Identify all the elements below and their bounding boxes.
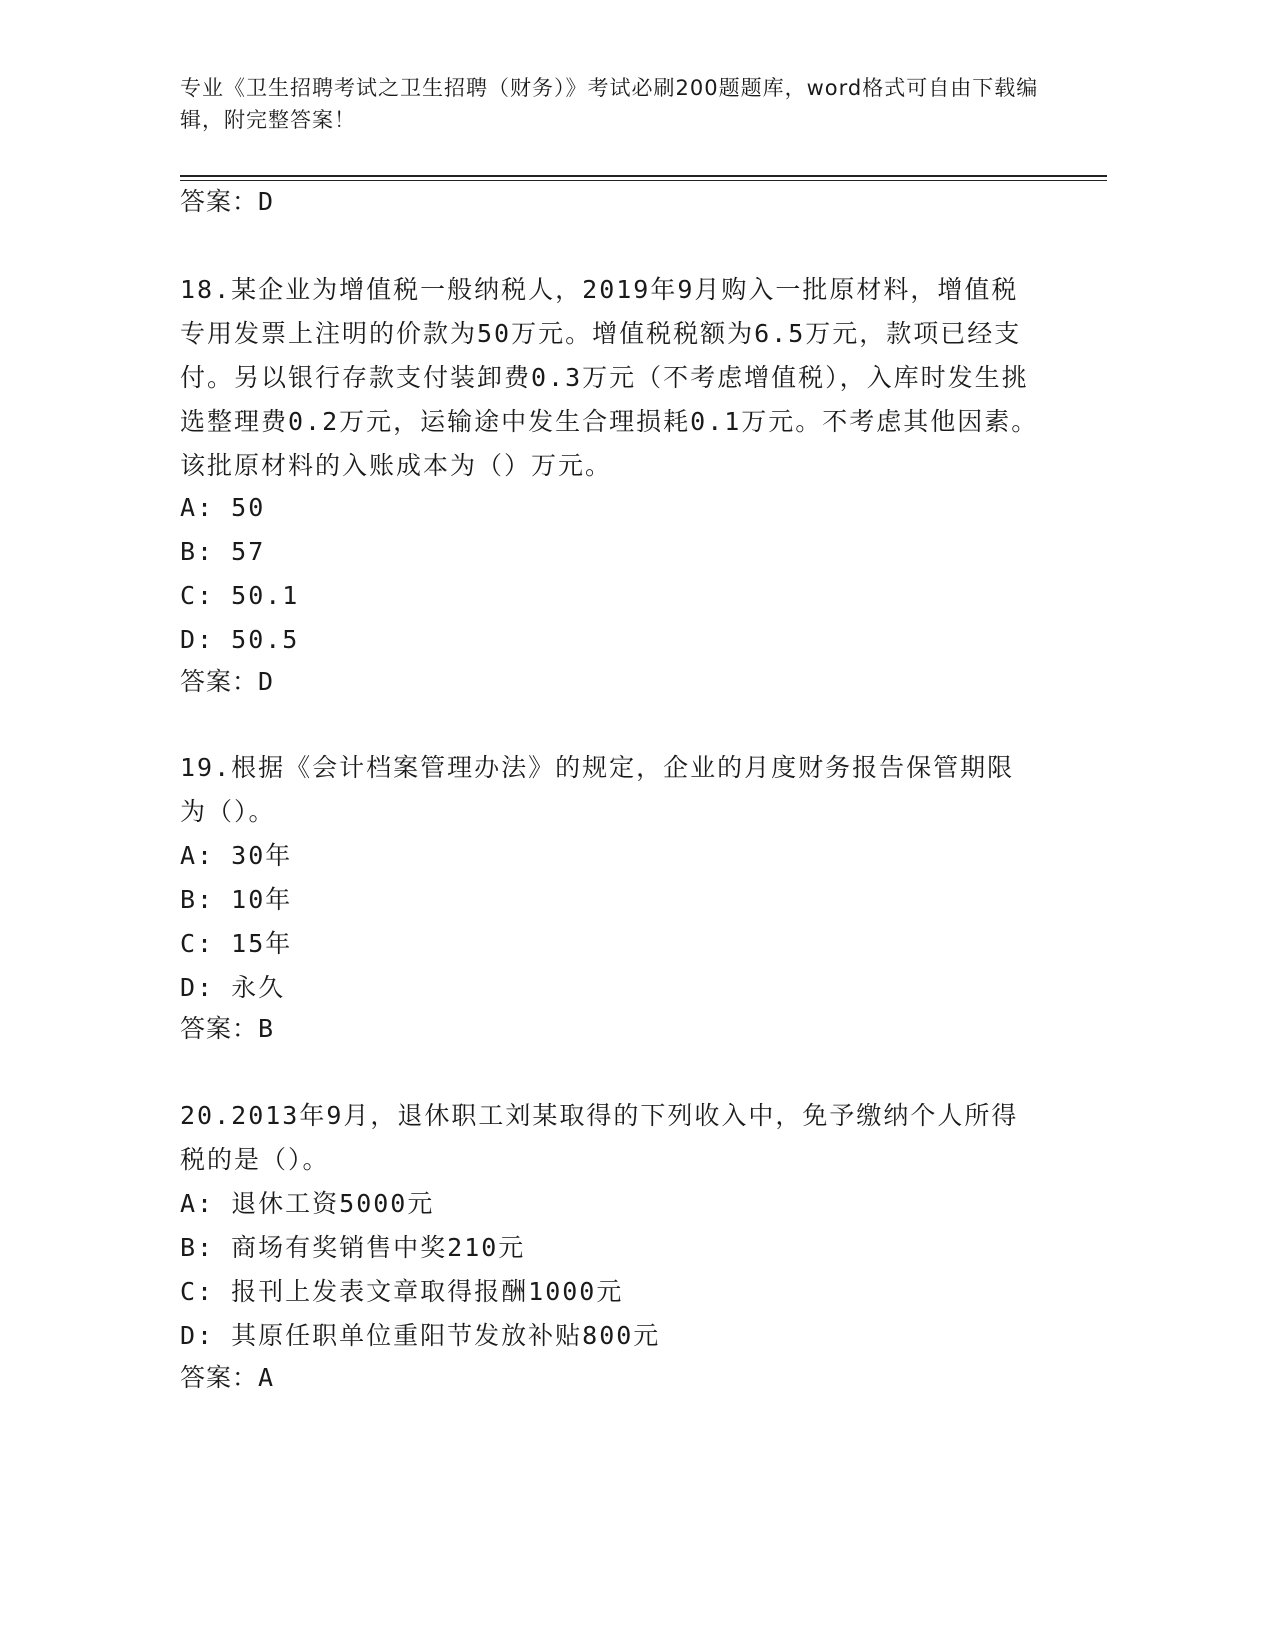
answer-18 [180, 666, 274, 698]
option-b: B: 10年 [180, 885, 293, 914]
answer-19 [180, 1013, 274, 1045]
answer-value: A [258, 1363, 275, 1392]
options-19 [180, 834, 1040, 1010]
question-20: 20.2013年9月，退休职工刘某取得的下列收入中，免予缴纳个人所得税的是（）。 [180, 1101, 1019, 1174]
header-divider [180, 175, 1107, 177]
answer-label: 答案： [180, 667, 259, 696]
option-c: C: 50.1 [180, 581, 300, 610]
option-a: A: 退休工资5000元 [180, 1189, 435, 1218]
answer-label: 答案： [180, 1014, 259, 1043]
answer-label: 答案： [180, 187, 259, 216]
answer-label: 答案： [180, 1363, 259, 1392]
answer-value: B [258, 1014, 275, 1043]
answer-17 [180, 186, 274, 218]
option-b: B: 57 [180, 537, 266, 566]
options-18 [180, 486, 1040, 662]
answer-value: D [258, 187, 275, 216]
header-divider-thin [180, 180, 1107, 181]
question-19: 19.根据《会计档案管理办法》的规定，企业的月度财务报告保管期限为（）。 [180, 753, 1015, 826]
option-d: D: 永久 [180, 973, 286, 1002]
option-b: B: 商场有奖销售中奖210元 [180, 1233, 526, 1262]
option-a: A: 50 [180, 493, 266, 522]
option-c: C: 报刊上发表文章取得报酬1000元 [180, 1277, 624, 1306]
option-d: D: 其原任职单位重阳节发放补贴800元 [180, 1321, 661, 1350]
question-18: 18.某企业为增值税一般纳税人，2019年9月购入一批原材料，增值税专用发票上注明的价款为50万元。增值税税额为6.5万元，款项已经支付。另以银行存款支付装卸费0.3万元（不考虑增值税），入库时发生挑选整理费0.2万元，运输途中发生合理损耗0.1万元。不考虑其他因素。该批原材料的入账成本为（）万元。 [180, 275, 1039, 480]
document-header [180, 72, 1040, 136]
options-20 [180, 1182, 1040, 1358]
option-c: C: 15年 [180, 929, 293, 958]
header-intro: 专业《卫生招聘考试之卫生招聘（财务）》考试必刷200题题库，word格式可自由下载编辑，附完整答案！ [180, 76, 1039, 132]
option-d: D: 50.5 [180, 625, 300, 654]
answer-value: D [258, 667, 275, 696]
option-a: A: 30年 [180, 841, 293, 870]
answer-20 [180, 1362, 274, 1394]
